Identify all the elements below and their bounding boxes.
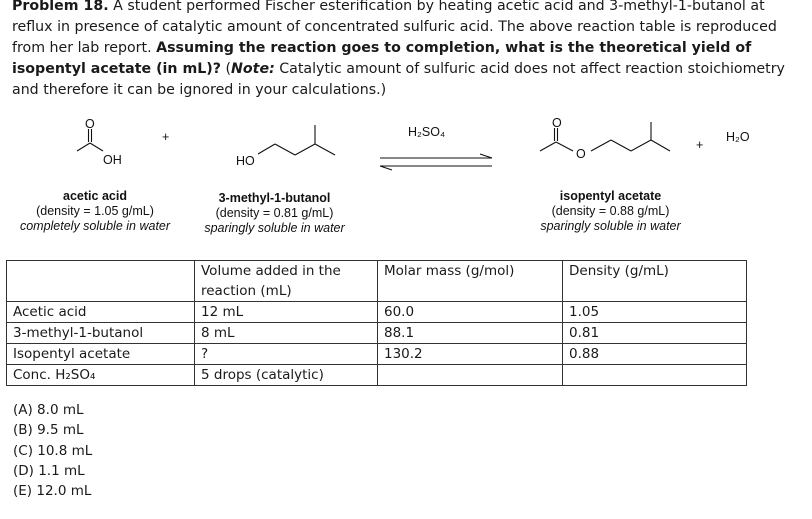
reaction-table: [6, 260, 747, 386]
table-cell: 12 mL: [195, 302, 378, 323]
butanol-label: [192, 191, 357, 236]
table-cell: 1.05: [563, 302, 747, 323]
note-label: Note:: [231, 61, 275, 77]
choice-d: (D) 1.1 mL: [13, 462, 85, 479]
table-header-row: [7, 261, 747, 302]
table-header-cell: Density (g/mL): [563, 261, 747, 302]
table-cell: [378, 365, 563, 386]
table-cell: 60.0: [378, 302, 563, 323]
acetic-acid-solubility: completely soluble in water: [19, 219, 171, 233]
problem-statement: [12, 0, 802, 101]
table-cell: 5 drops (catalytic): [195, 365, 378, 386]
problem-number: Problem 18.: [12, 0, 109, 14]
table-cell: Isopentyl acetate: [7, 344, 195, 365]
answer-choices: [13, 400, 92, 501]
reaction-scheme: [0, 110, 812, 250]
table-cell: Acetic acid: [7, 302, 195, 323]
butanol-solubility: sparingly soluble in water: [204, 221, 345, 235]
catalyst-label: H₂SO₄: [408, 125, 446, 139]
table-row: [7, 323, 747, 344]
table-cell: ?: [195, 344, 378, 365]
isopentyl-acetate-label: [528, 189, 693, 234]
butanol-name: 3-methyl-1-butanol: [218, 191, 331, 205]
problem-question: Assuming the reaction goes to completion, what is the theoretical yield of isopentyl acetate (in mL)?: [12, 40, 752, 77]
table-row: [7, 344, 747, 365]
plus-sign-2: +: [696, 138, 704, 152]
table-header-cell: Volume added in the reaction (mL): [195, 261, 378, 302]
note-open: (: [221, 61, 232, 77]
butanol-ho-atom: HO: [236, 154, 255, 168]
ester-carbonyl-o-atom: O: [552, 116, 562, 130]
table-row: [7, 302, 747, 323]
problem-text: A student performed Fischer esterification by heating acetic acid and 3-methyl-1-butanol at reflux in presence of catalytic amount of concentrated sulfuric acid. The above reaction table is reproduced from her lab report.: [12, 0, 777, 56]
table-cell: 3-methyl-1-butanol: [7, 323, 195, 344]
acetic-acid-name: acetic acid: [63, 189, 127, 203]
choice-c: (C) 10.8 mL: [13, 442, 93, 459]
acetic-o-atom: O: [85, 117, 95, 131]
butanol-density: (density = 0.81 g/mL): [215, 206, 334, 220]
table-header-cell: [7, 261, 195, 302]
acetic-acid-label: [10, 189, 180, 234]
acetic-acid-density: (density = 1.05 g/mL): [36, 204, 154, 218]
table-row: [7, 365, 747, 386]
choice-e: (E) 12.0 mL: [13, 483, 92, 500]
note-text: Catalytic amount of sulfuric acid does not affect reaction stoichiometry and therefore it can be ignored in your calculations.): [12, 61, 785, 98]
equilibrium-arrow: [380, 154, 492, 170]
acetic-oh-atom: OH: [103, 153, 122, 167]
isopentyl-acetate-name: isopentyl acetate: [559, 189, 662, 203]
table-header-cell: Molar mass (g/mol): [378, 261, 563, 302]
table-cell: Conc. H₂SO₄: [7, 365, 195, 386]
ester-o-atom: O: [576, 147, 586, 161]
isopentyl-acetate-density: (density = 0.88 g/mL): [551, 204, 670, 218]
water-label: H₂O: [726, 130, 750, 144]
table-cell: 130.2: [378, 344, 563, 365]
isopentyl-acetate-solubility: sparingly soluble in water: [540, 219, 681, 233]
table-cell: 88.1: [378, 323, 563, 344]
plus-sign-1: +: [162, 130, 170, 144]
choice-a: (A) 8.0 mL: [13, 402, 84, 418]
acetic-acid-structure: [77, 129, 103, 151]
butanol-structure: [258, 125, 335, 155]
table-cell: 0.81: [563, 323, 747, 344]
table-cell: [563, 365, 747, 386]
choice-b: (B) 9.5 mL: [13, 422, 84, 439]
table-cell: 0.88: [563, 344, 747, 365]
table-cell: 8 mL: [195, 323, 378, 344]
